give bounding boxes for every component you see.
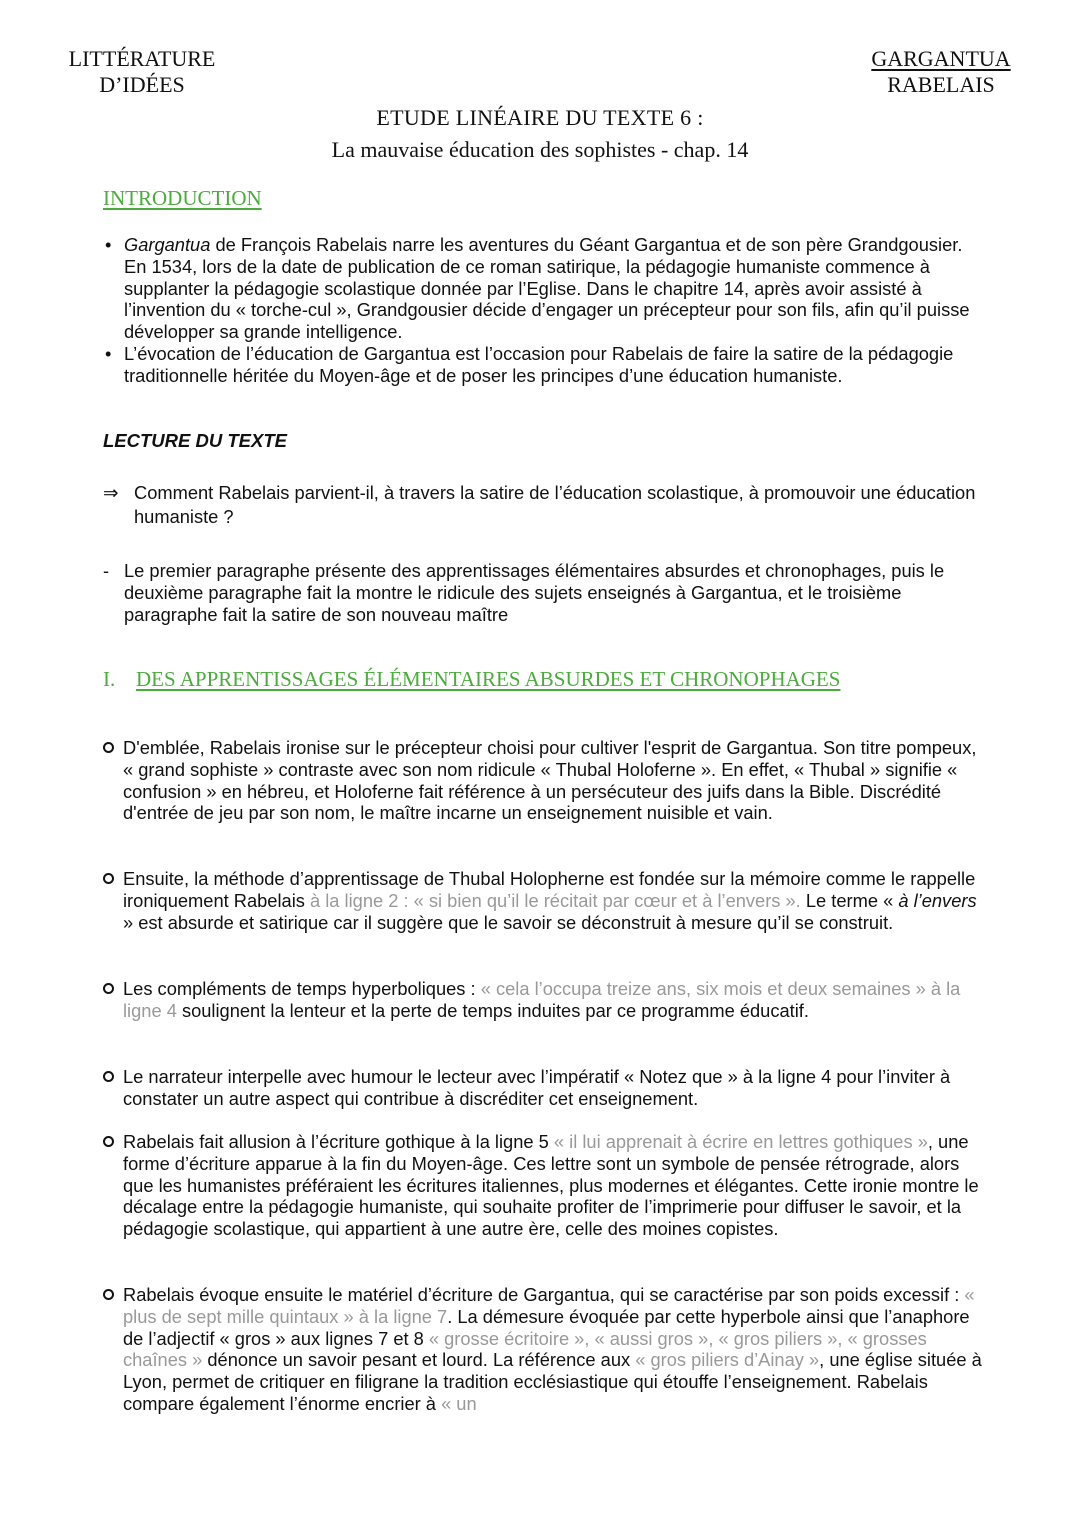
paragraph-text — [103, 868, 983, 933]
header-left — [58, 46, 226, 98]
question-text: Comment Rabelais parvient-il, à travers la satire de l’éducation scolastique, à promouvoir une éducation humaniste ? — [134, 482, 976, 527]
bullet-text: de François Rabelais narre les aventures du Géant Gargantua et de son père Grandgousier. En 1534, lors de la date de publication de ce roman satirique, la pédagogie humaniste commence à supplanter la pédagogie scolastique donnée par l’Eglise. Dans le chapitre 14, après avoir assisté à l’invention du « torche-cul », Grandgousier décide d’engager un précepteur pour son fils, afin qu’il puisse développer sa grande intelligence. — [124, 234, 970, 343]
arrow-icon: ⇒ — [103, 482, 119, 503]
italic-run: à l’envers — [898, 889, 977, 911]
introduction-list — [103, 234, 983, 387]
quote-run: « il lui apprenait à écrire en lettres gothiques » — [553, 1131, 928, 1152]
paragraph-text — [103, 1284, 983, 1415]
text-run: , une église située à Lyon, permet de critiquer en filigrane la tradition ecclésiastique qui étouffe l’enseignement. Rabelais compare également l’énorme encrier à — [123, 1349, 982, 1414]
paragraph-text — [103, 1131, 983, 1240]
circle-bullet-icon — [103, 1136, 114, 1147]
circle-bullet-icon — [103, 1071, 114, 1082]
circle-bullet-icon — [103, 983, 114, 994]
paragraph-text: D'emblée, Rabelais ironise sur le précepteur choisi pour cultiver l'esprit de Gargantua. Son titre pompeux, « grand sophiste » contraste avec son nom ridicule « Thubal Holoferne ». En effet, « Thubal » signifie « confusion » en hébreu, et Holoferne fait référence à un persécuteur des juifs dans la Bible. Discrédité d'entrée de jeu par son nom, le maître incarne un enseignement nuisible et vain. — [123, 737, 977, 824]
text-run: . La démesure évoquée par cette hyperbole ainsi que l’anaphore de l’adjectif « gros » aux lignes 7 et 8 — [123, 1305, 970, 1349]
list-item — [103, 343, 983, 387]
circle-bullet-icon — [103, 873, 114, 884]
problematic-question — [103, 481, 983, 529]
text-run: » est absurde et satirique car il suggère que le savoir se déconstruit à mesure qu’il se construit. — [123, 911, 894, 933]
plan-announcement — [103, 560, 983, 625]
circle-bullet-icon — [103, 1289, 114, 1300]
quote-run: à la ligne 2 : « si bien qu’il le récitait par cœur et à l’envers ». — [309, 889, 801, 911]
text-run: dénonce un savoir pesant et lourd. La référence aux — [202, 1349, 636, 1371]
plan-text: Le premier paragraphe présente des apprentissages élémentaires absurdes et chronophages, puis le deuxième paragraphe fait la montre le ridicule des sujets enseignés à Gargantua, et le troisième paragraphe fait la satire de son nouveau maître — [124, 560, 945, 625]
analysis-paragraph — [103, 1131, 983, 1240]
header-subject-sub: D’IDÉES — [99, 72, 185, 97]
text-run: Rabelais évoque ensuite le matériel d’écriture de Gargantua, qui se caractérise par son poids excessif : — [123, 1284, 965, 1305]
analysis-paragraph — [103, 737, 983, 824]
header-author: RABELAIS — [887, 72, 995, 97]
title-line-1: ETUDE LINÉAIRE DU TEXTE 6 : — [376, 105, 704, 130]
text-run: Rabelais fait allusion à l’écriture gothique à la ligne 5 — [123, 1131, 554, 1152]
bullet-icon: • — [105, 342, 112, 364]
header-work-title: GARGANTUA — [871, 46, 1011, 71]
analysis-paragraph — [103, 1066, 983, 1110]
header-subject: LITTÉRATURE — [68, 46, 216, 71]
quote-run: « grosse écritoire », « aussi gros », « gros piliers », « grosses chaînes » — [123, 1327, 927, 1371]
text-run: Les compléments de temps hyperboliques : — [123, 978, 481, 999]
bullet-icon: • — [105, 234, 112, 255]
text-run: Ensuite, la méthode d’apprentissage de Thubal Holopherne est fondée sur la mémoire comme le rappelle ironiquement Rabelais — [123, 868, 976, 911]
paragraph-text — [103, 978, 983, 1022]
text-run: , une forme d’écriture apparue à la fin du Moyen-âge. Ces lettre sont un symbole de pensée rétrograde, alors que les humanistes préféraient les écritures italiennes, plus modernes et élégantes. Cette ironie montre le décalage entre la pédagogie humaniste, qui souhaite profiter de l’imprimerie pour diffuser le savoir, et la pédagogie scolastique, qui appartient à une autre ère, celle des moines copistes. — [123, 1131, 979, 1240]
title-line-2: La mauvaise éducation des sophistes - chap. 14 — [331, 137, 749, 162]
paragraph-text: Le narrateur interpelle avec humour le lecteur avec l’impératif « Notez que » à la ligne 4 pour l’inviter à constater un autre aspect qui contribue à discréditer cet enseignement. — [123, 1066, 951, 1109]
page-title — [240, 104, 840, 168]
quote-run: « plus de sept mille quintaux » à la ligne 7 — [123, 1284, 975, 1327]
quote-run: « un — [441, 1392, 477, 1414]
section-title: DES APPRENTISSAGES ÉLÉMENTAIRES ABSURDES ET CHRONOPHAGES — [136, 667, 841, 691]
section-heading — [103, 667, 840, 692]
quote-run: « cela l’occupa treize ans, six mois et deux semaines » à la ligne 4 — [123, 978, 961, 1021]
analysis-paragraph — [103, 978, 983, 1022]
work-title-italic: Gargantua — [124, 234, 211, 255]
header-right — [862, 46, 1020, 98]
text-run: soulignent la lenteur et la perte de temps induites par ce programme éducatif. — [176, 999, 809, 1021]
analysis-paragraph — [103, 868, 983, 933]
analysis-paragraph — [103, 1284, 983, 1415]
circle-bullet-icon — [103, 742, 114, 753]
dash-icon: - — [103, 560, 110, 581]
section-number: I. — [103, 667, 116, 691]
text-run: Le terme « — [800, 889, 899, 911]
lecture-heading: LECTURE DU TEXTE — [103, 430, 287, 451]
quote-run: « gros piliers d’Ainay » — [635, 1349, 820, 1371]
list-item — [103, 234, 983, 343]
introduction-heading: INTRODUCTION — [103, 186, 262, 210]
bullet-text: L’évocation de l’éducation de Gargantua est l’occasion pour Rabelais de faire la satire de la pédagogie traditionnelle héritée du Moyen-âge et de poser les principes d’une éducation humaniste. — [124, 342, 954, 386]
